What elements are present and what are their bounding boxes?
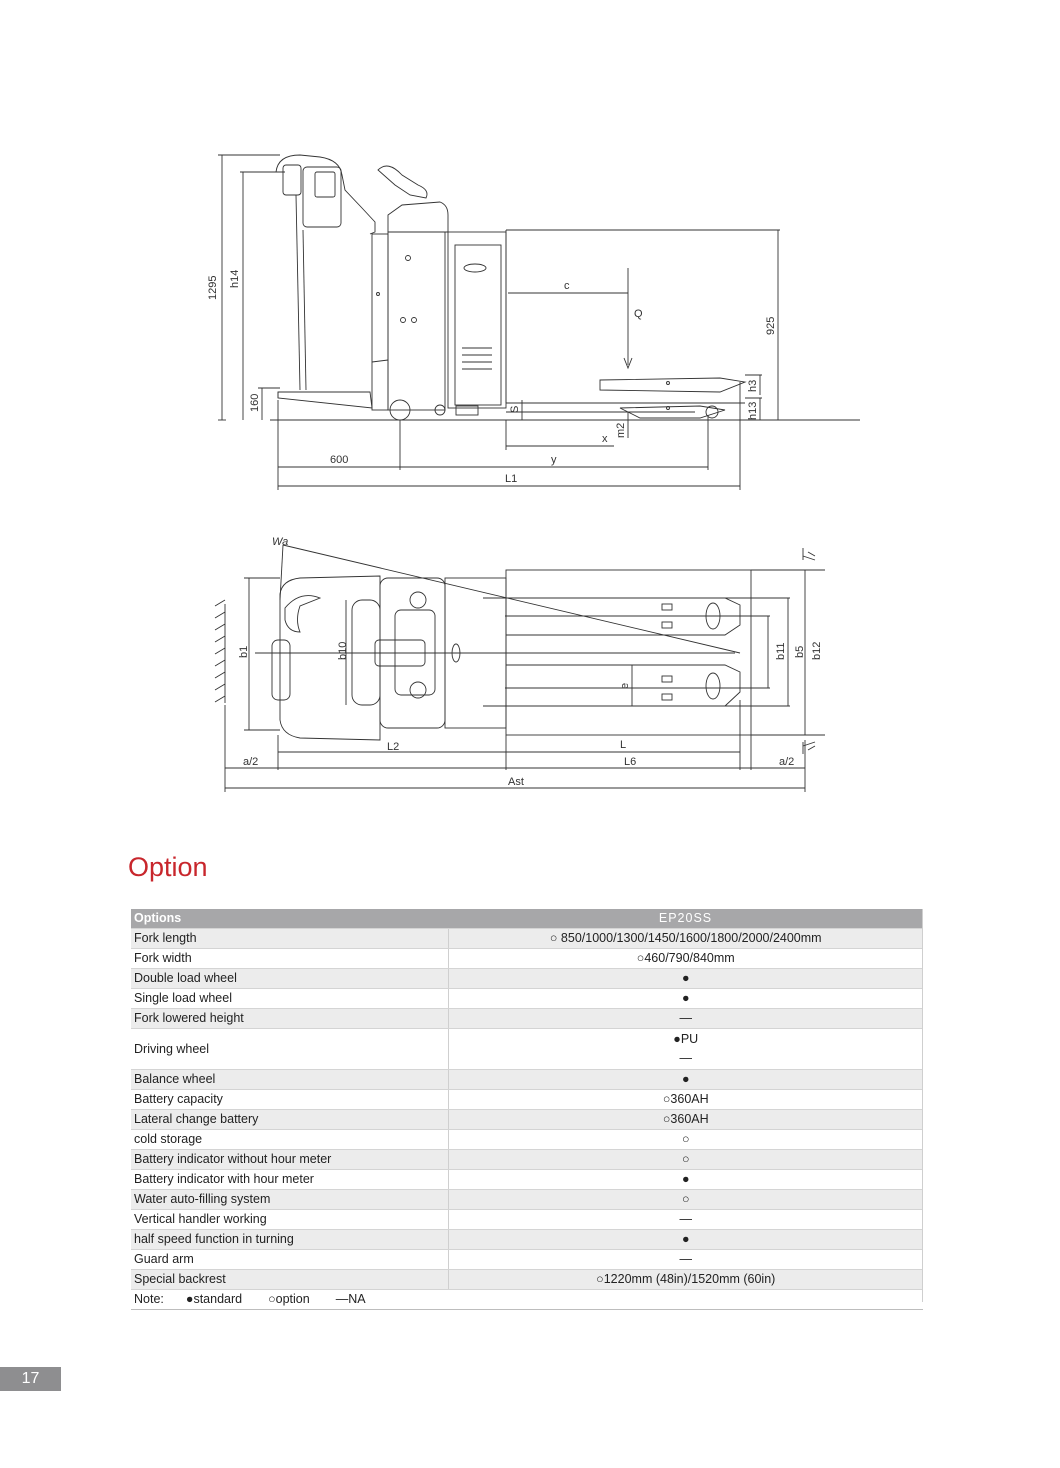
row-value: ● — [448, 1070, 923, 1090]
table-row — [131, 989, 923, 1009]
dim-925: 925 — [765, 316, 777, 335]
note-empty — [448, 1290, 923, 1310]
note-option: ○option — [268, 1292, 310, 1306]
table-row — [131, 1130, 923, 1150]
top-view — [215, 545, 825, 792]
row-value — [448, 1029, 923, 1070]
table-header-row — [131, 909, 923, 929]
note-label: Note: — [134, 1292, 164, 1306]
dim-L1: L1 — [505, 473, 518, 485]
dim-e: e — [619, 682, 631, 689]
row-label: Battery indicator with hour meter — [131, 1170, 448, 1190]
note-row — [131, 1290, 923, 1310]
row-value-line2: — — [679, 1051, 692, 1065]
table-row — [131, 1170, 923, 1190]
row-label: Balance wheel — [131, 1070, 448, 1090]
row-label: half speed function in turning — [131, 1230, 448, 1250]
row-value: ○1220mm (48in)/1520mm (60in) — [448, 1270, 923, 1290]
dim-b12: b12 — [811, 641, 823, 660]
table-row — [131, 1250, 923, 1270]
dim-Wa: Wa — [272, 536, 289, 548]
row-value: ○360AH — [448, 1090, 923, 1110]
row-label: Fork lowered height — [131, 1009, 448, 1029]
row-value: ● — [448, 989, 923, 1009]
side-view — [218, 155, 860, 490]
dim-Q: Q — [634, 308, 643, 320]
dim-S: S — [509, 405, 521, 413]
section-title: Option — [128, 852, 208, 882]
page-number: 17 — [0, 1367, 61, 1391]
row-value: ● — [448, 969, 923, 989]
row-value: — — [448, 1210, 923, 1230]
table-row — [131, 1029, 923, 1070]
row-value: — — [448, 1250, 923, 1270]
row-label: Driving wheel — [131, 1029, 448, 1070]
table-row — [131, 1210, 923, 1230]
row-label: Fork width — [131, 949, 448, 969]
dim-L2: L2 — [387, 741, 400, 753]
dim-L: L — [620, 739, 627, 751]
row-label: cold storage — [131, 1130, 448, 1150]
table-row — [131, 929, 923, 949]
dim-a2-left: a/2 — [243, 756, 259, 768]
row-label: Vertical handler working — [131, 1210, 448, 1230]
dim-b10: b10 — [337, 641, 349, 660]
dim-x: x — [602, 433, 608, 445]
dim-Ast: Ast — [508, 776, 524, 788]
table-row — [131, 1090, 923, 1110]
header-options: Options — [131, 909, 448, 929]
row-value: ○ 850/1000/1300/1450/1600/1800/2000/2400mm — [448, 929, 923, 949]
dim-y: y — [551, 454, 557, 466]
table-row — [131, 1230, 923, 1250]
note-na: —NA — [335, 1292, 366, 1306]
dim-h13: h13 — [747, 401, 759, 420]
row-label: Battery capacity — [131, 1090, 448, 1110]
row-value: ● — [448, 1230, 923, 1250]
row-label: Water auto-filling system — [131, 1190, 448, 1210]
table-row — [131, 969, 923, 989]
dim-m2: m2 — [615, 422, 627, 438]
table-row — [131, 1270, 923, 1290]
row-value: ○360AH — [448, 1110, 923, 1130]
row-label: Guard arm — [131, 1250, 448, 1270]
row-value: ● — [448, 1170, 923, 1190]
row-value: — — [448, 1009, 923, 1029]
table-row — [131, 1110, 923, 1130]
note-cell — [131, 1290, 448, 1310]
dim-b11: b11 — [775, 642, 787, 660]
dim-L6: L6 — [624, 756, 637, 768]
row-label: Special backrest — [131, 1270, 448, 1290]
dim-b5: b5 — [794, 645, 806, 658]
dim-a2-right: a/2 — [779, 756, 795, 768]
table-row — [131, 949, 923, 969]
table-row — [131, 1009, 923, 1029]
row-value-line1: ●PU — [673, 1032, 699, 1046]
dim-1295: 1295 — [207, 275, 219, 300]
row-label: Single load wheel — [131, 989, 448, 1009]
row-value: ○ — [448, 1130, 923, 1150]
table-row — [131, 1190, 923, 1210]
row-label: Fork length — [131, 929, 448, 949]
dim-b1: b1 — [238, 645, 250, 658]
table-row — [131, 1150, 923, 1170]
note-standard: ●standard — [185, 1292, 243, 1306]
row-value: ○ — [448, 1190, 923, 1210]
row-value: ○ — [448, 1150, 923, 1170]
dim-160: 160 — [249, 393, 261, 412]
row-label: Battery indicator without hour meter — [131, 1150, 448, 1170]
row-label: Double load wheel — [131, 969, 448, 989]
dim-h3: h3 — [747, 379, 759, 392]
table-row — [131, 1070, 923, 1090]
header-model: EP20SS — [448, 909, 923, 929]
row-value: ○460/790/840mm — [448, 949, 923, 969]
options-table — [131, 909, 923, 1310]
dim-c: c — [564, 280, 570, 292]
dim-h14: h14 — [229, 269, 241, 288]
dim-600: 600 — [330, 454, 349, 466]
row-label: Lateral change battery — [131, 1110, 448, 1130]
